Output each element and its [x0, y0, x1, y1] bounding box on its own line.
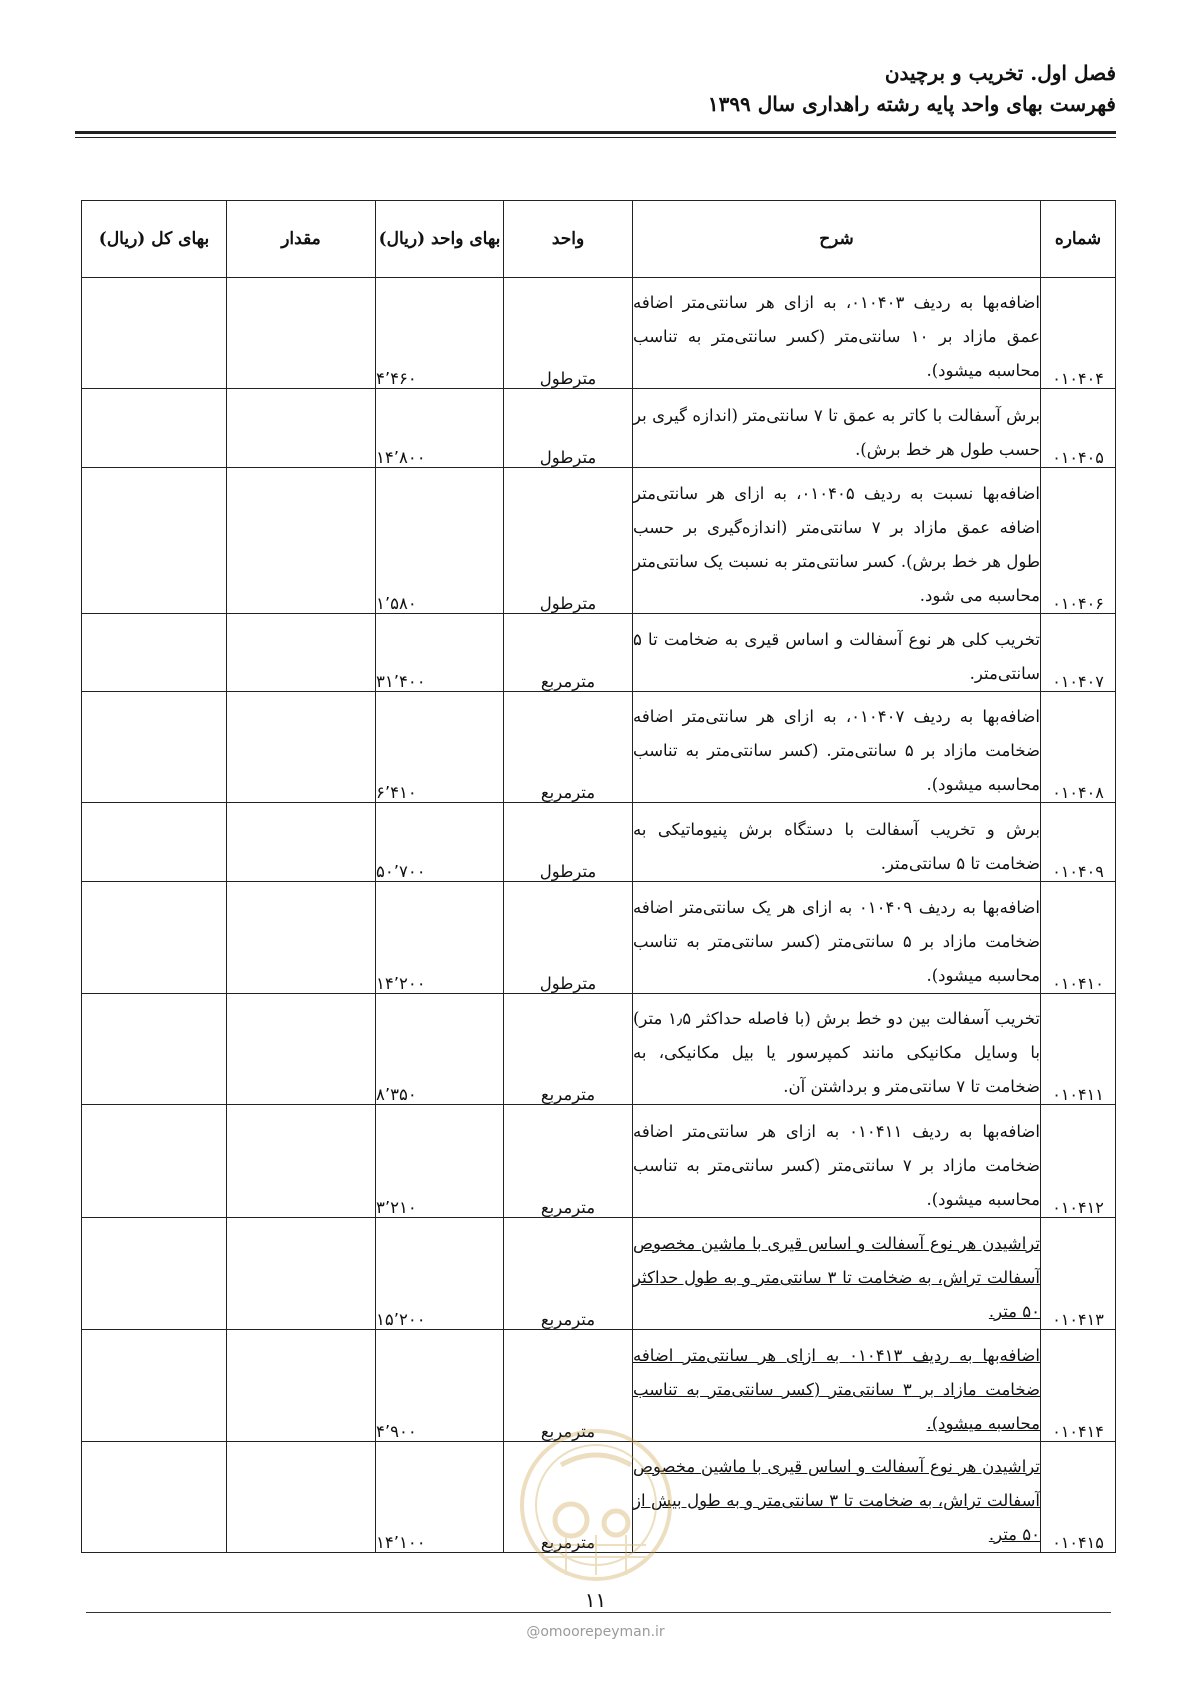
row-description: تخریب کلی هر نوع آسفالت و اساس قیری به ضخامت تا ۵ سانتی‌متر.: [633, 614, 1041, 692]
table-row: [82, 614, 1116, 692]
row-number: ۰۱۰۴۱۵: [1041, 1442, 1116, 1553]
row-quantity: [227, 1218, 376, 1330]
table-row: [82, 803, 1116, 882]
row-total: [82, 1330, 227, 1442]
row-unit-price: ۱۴٬۱۰۰: [376, 1442, 504, 1553]
row-unit-price: ۸٬۳۵۰: [376, 994, 504, 1105]
row-unit: مترطول: [504, 882, 633, 994]
row-number: ۰۱۰۴۱۰: [1041, 882, 1116, 994]
table-row: [82, 994, 1116, 1105]
row-description: اضافه‌بها به ردیف ۰۱۰۴۱۱ به ازای هر سانتی‌متر اضافه ضخامت مازاد بر ۷ سانتی‌متر (کسر سانتی‌متر به تناسب محاسبه میشود).: [633, 1105, 1041, 1218]
row-quantity: [227, 692, 376, 803]
row-unit-price: ۱٬۵۸۰: [376, 468, 504, 614]
row-total: [82, 692, 227, 803]
row-number: ۰۱۰۴۰۹: [1041, 803, 1116, 882]
row-unit-price: ۴٬۹۰۰: [376, 1330, 504, 1442]
header-unit: واحد: [504, 201, 633, 278]
row-unit: مترمربع: [504, 1105, 633, 1218]
table-row: [82, 278, 1116, 389]
row-unit: مترطول: [504, 468, 633, 614]
row-total: [82, 1105, 227, 1218]
row-number: ۰۱۰۴۰۶: [1041, 468, 1116, 614]
row-total: [82, 1442, 227, 1553]
row-unit-price: ۴٬۴۶۰: [376, 278, 504, 389]
row-total: [82, 1218, 227, 1330]
price-table: [81, 200, 1116, 1553]
header-description: شرح: [633, 201, 1041, 278]
header-rule-thin: [75, 137, 1116, 138]
chapter-title: فصل اول. تخریب و برچیدن: [884, 61, 1116, 85]
row-quantity: [227, 882, 376, 994]
page-header: [75, 58, 1116, 120]
row-number: ۰۱۰۴۰۵: [1041, 389, 1116, 468]
row-unit: مترمربع: [504, 994, 633, 1105]
row-quantity: [227, 614, 376, 692]
row-number: ۰۱۰۴۰۷: [1041, 614, 1116, 692]
row-description: برش آسفالت با کاتر به عمق تا ۷ سانتی‌متر (اندازه گیری بر حسب طول هر خط برش).: [633, 389, 1041, 468]
row-unit-price: ۶٬۴۱۰: [376, 692, 504, 803]
row-total: [82, 389, 227, 468]
table-row: [82, 1218, 1116, 1330]
row-description: اضافه‌بها به ردیف ۰۱۰۴۰۷، به ازای هر سانتی‌متر اضافه ضخامت مازاد بر ۵ سانتی‌متر. (کسر سانتی‌متر به تناسب محاسبه میشود).: [633, 692, 1041, 803]
row-unit: مترطول: [504, 803, 633, 882]
row-unit-price: ۱۴٬۸۰۰: [376, 389, 504, 468]
row-quantity: [227, 994, 376, 1105]
row-quantity: [227, 389, 376, 468]
watermark-text: @omoorepeyman.ir: [526, 1624, 665, 1640]
row-description: اضافه‌بها به ردیف ۰۱۰۴۰۹ به ازای هر یک سانتی‌متر اضافه ضخامت مازاد بر ۵ سانتی‌متر (کسر سانتی‌متر به تناسب محاسبه میشود).: [633, 882, 1041, 994]
row-unit: مترمربع: [504, 1218, 633, 1330]
table-row: [82, 1330, 1116, 1442]
footer-rule: [86, 1612, 1111, 1613]
row-number: ۰۱۰۴۱۱: [1041, 994, 1116, 1105]
table-row: [82, 692, 1116, 803]
row-unit: مترمربع: [504, 1442, 633, 1553]
row-unit: مترمربع: [504, 1330, 633, 1442]
document-title: فهرست بهای واحد پایه رشته راهداری سال ۱۳۹۹: [707, 92, 1116, 116]
header-total: بهای کل (ریال): [82, 201, 227, 278]
table-row: [82, 1442, 1116, 1553]
row-total: [82, 278, 227, 389]
row-description: برش و تخریب آسفالت با دستگاه برش پنیوماتیکی به ضخامت تا ۵ سانتی‌متر.: [633, 803, 1041, 882]
row-quantity: [227, 1442, 376, 1553]
header-unit-price: بهای واحد (ریال): [376, 201, 504, 278]
row-unit-price: ۱۵٬۲۰۰: [376, 1218, 504, 1330]
row-total: [82, 882, 227, 994]
row-unit: مترمربع: [504, 692, 633, 803]
row-number: ۰۱۰۴۱۳: [1041, 1218, 1116, 1330]
row-description: تراشیدن هر نوع آسفالت و اساس قیری با ماشین مخصوص آسفالت تراش، به ضخامت تا ۳ سانتی‌متر و به طول بیش از ۵۰ متر.: [633, 1442, 1041, 1553]
table-row: [82, 1105, 1116, 1218]
row-unit: مترمربع: [504, 614, 633, 692]
table-header-row: [82, 201, 1116, 278]
row-unit-price: ۳۱٬۴۰۰: [376, 614, 504, 692]
row-quantity: [227, 1105, 376, 1218]
header-number: شماره: [1041, 201, 1116, 278]
row-unit: مترطول: [504, 389, 633, 468]
table-row: [82, 468, 1116, 614]
header-quantity: مقدار: [227, 201, 376, 278]
row-total: [82, 994, 227, 1105]
row-total: [82, 614, 227, 692]
row-description: تخریب آسفالت بین دو خط برش (با فاصله حداکثر ۱٫۵ متر) با وسایل مکانیکی مانند کمپرسور یا بیل مکانیکی، به ضخامت تا ۷ سانتی‌متر و برداشتن آن.: [633, 994, 1041, 1105]
table-row: [82, 882, 1116, 994]
table-row: [82, 389, 1116, 468]
row-description: اضافه‌بها به ردیف ۰۱۰۴۱۳ به ازای هر سانتی‌متر اضافه ضخامت مازاد بر ۳ سانتی‌متر (کسر سانتی‌متر به تناسب محاسبه میشود).: [633, 1330, 1041, 1442]
row-quantity: [227, 803, 376, 882]
row-description: تراشیدن هر نوع آسفالت و اساس قیری با ماشین مخصوص آسفالت تراش، به ضخامت تا ۳ سانتی‌متر و به طول حداکثر ۵۰ متر.: [633, 1218, 1041, 1330]
row-number: ۰۱۰۴۱۲: [1041, 1105, 1116, 1218]
row-number: ۰۱۰۴۰۸: [1041, 692, 1116, 803]
row-unit: مترطول: [504, 278, 633, 389]
row-unit-price: ۵۰٬۷۰۰: [376, 803, 504, 882]
row-unit-price: ۱۴٬۲۰۰: [376, 882, 504, 994]
row-total: [82, 803, 227, 882]
row-number: ۰۱۰۴۰۴: [1041, 278, 1116, 389]
row-description: اضافه‌بها نسبت به ردیف ۰۱۰۴۰۵، به ازای هر سانتی‌متر اضافه عمق مازاد بر ۷ سانتی‌متر (اندازه‌گیری بر حسب طول هر خط برش). کسر سانتی‌متر به نسبت یک سانتی‌متر محاسبه می شود.: [633, 468, 1041, 614]
header-rule-thick: [75, 131, 1116, 134]
row-total: [82, 468, 227, 614]
row-quantity: [227, 1330, 376, 1442]
row-number: ۰۱۰۴۱۴: [1041, 1330, 1116, 1442]
row-quantity: [227, 278, 376, 389]
row-unit-price: ۳٬۲۱۰: [376, 1105, 504, 1218]
row-quantity: [227, 468, 376, 614]
page-number: ۱۱: [584, 1588, 607, 1612]
row-description: اضافه‌بها به ردیف ۰۱۰۴۰۳، به ازای هر سانتی‌متر اضافه عمق مازاد بر ۱۰ سانتی‌متر (کسر سانتی‌متر به تناسب محاسبه میشود).: [633, 278, 1041, 389]
